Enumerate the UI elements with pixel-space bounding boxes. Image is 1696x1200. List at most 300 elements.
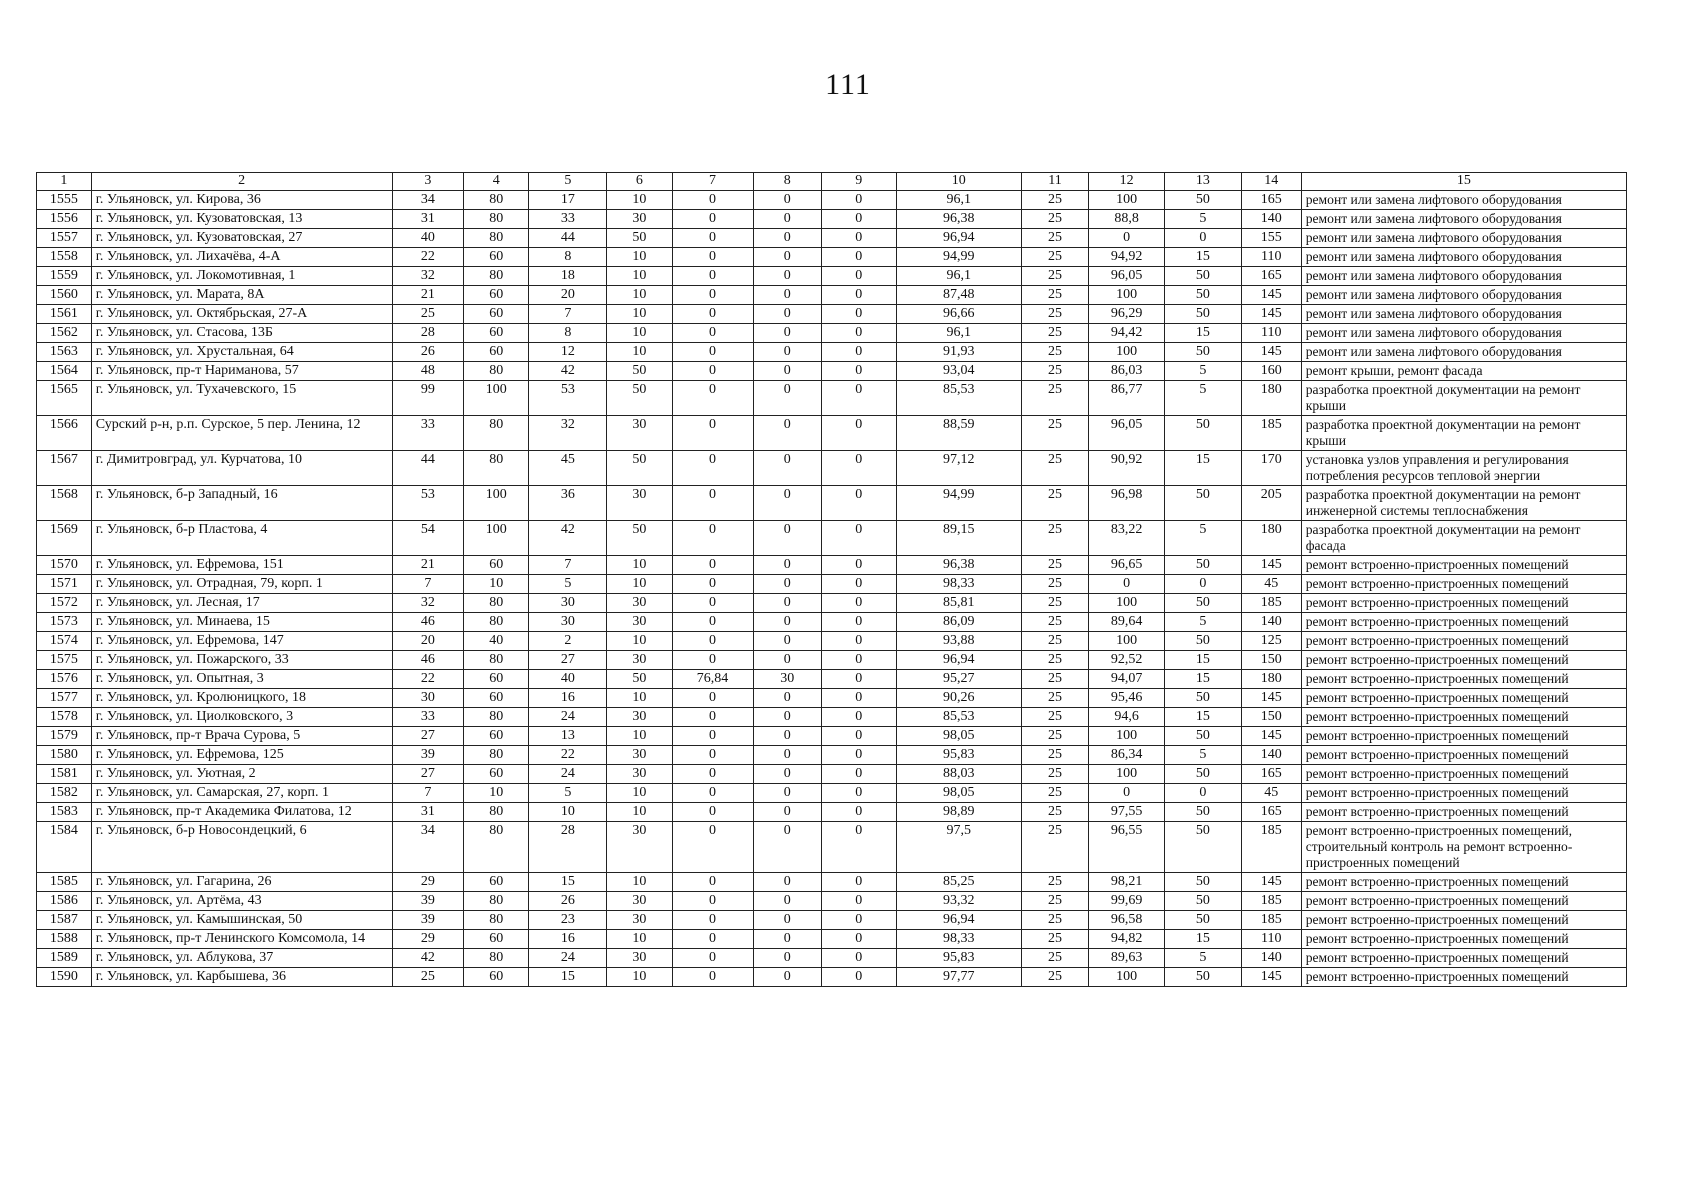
row-number-cell: 1575 — [37, 651, 92, 670]
value-cell: 30 — [607, 594, 672, 613]
value-cell: 94,42 — [1089, 324, 1165, 343]
value-cell: 10 — [607, 632, 672, 651]
value-cell: 125 — [1241, 632, 1301, 651]
value-cell: 0 — [672, 765, 753, 784]
value-cell: 8 — [529, 324, 607, 343]
value-cell: 0 — [672, 521, 753, 556]
value-cell: 44 — [392, 451, 464, 486]
value-cell: 0 — [821, 191, 896, 210]
value-cell: 24 — [529, 708, 607, 727]
value-cell: 25 — [1021, 575, 1088, 594]
value-cell: 0 — [821, 267, 896, 286]
value-cell: 0 — [753, 451, 821, 486]
table-row — [37, 594, 1627, 613]
value-cell: 10 — [607, 324, 672, 343]
value-cell: 44 — [529, 229, 607, 248]
value-cell: 0 — [672, 689, 753, 708]
value-cell: 0 — [821, 822, 896, 873]
value-cell: 0 — [753, 803, 821, 822]
value-cell: 26 — [392, 343, 464, 362]
value-cell: 0 — [753, 362, 821, 381]
work-type-cell: ремонт или замена лифтового оборудования — [1301, 229, 1626, 248]
value-cell: 0 — [672, 575, 753, 594]
value-cell: 10 — [607, 689, 672, 708]
value-cell: 0 — [672, 343, 753, 362]
value-cell: 0 — [753, 267, 821, 286]
value-cell: 21 — [392, 556, 464, 575]
value-cell: 50 — [607, 381, 672, 416]
value-cell: 10 — [607, 305, 672, 324]
row-number-cell: 1558 — [37, 248, 92, 267]
value-cell: 86,77 — [1089, 381, 1165, 416]
value-cell: 0 — [753, 689, 821, 708]
row-number-cell: 1572 — [37, 594, 92, 613]
value-cell: 180 — [1241, 670, 1301, 689]
value-cell: 42 — [529, 362, 607, 381]
table-row — [37, 911, 1627, 930]
value-cell: 85,81 — [896, 594, 1021, 613]
value-cell: 0 — [753, 575, 821, 594]
value-cell: 15 — [1164, 324, 1241, 343]
value-cell: 0 — [672, 930, 753, 949]
table-row — [37, 968, 1627, 987]
work-type-cell: ремонт встроенно-пристроенных помещений — [1301, 746, 1626, 765]
value-cell: 29 — [392, 930, 464, 949]
value-cell: 10 — [607, 803, 672, 822]
work-type-cell: ремонт встроенно-пристроенных помещений — [1301, 911, 1626, 930]
value-cell: 30 — [607, 651, 672, 670]
value-cell: 0 — [1089, 784, 1165, 803]
value-cell: 0 — [1089, 575, 1165, 594]
value-cell: 185 — [1241, 594, 1301, 613]
value-cell: 96,58 — [1089, 911, 1165, 930]
value-cell: 85,25 — [896, 873, 1021, 892]
value-cell: 0 — [753, 210, 821, 229]
table-row — [37, 416, 1627, 451]
value-cell: 25 — [1021, 416, 1088, 451]
value-cell: 80 — [464, 267, 529, 286]
value-cell: 0 — [753, 229, 821, 248]
value-cell: 45 — [1241, 784, 1301, 803]
work-type-cell: разработка проектной документации на ремонт крыши — [1301, 416, 1626, 451]
value-cell: 50 — [1164, 486, 1241, 521]
value-cell: 145 — [1241, 689, 1301, 708]
value-cell: 0 — [1164, 784, 1241, 803]
value-cell: 50 — [1164, 343, 1241, 362]
value-cell: 15 — [1164, 930, 1241, 949]
value-cell: 80 — [464, 892, 529, 911]
row-number-cell: 1568 — [37, 486, 92, 521]
address-cell: г. Ульяновск, ул. Ефремова, 151 — [91, 556, 392, 575]
value-cell: 26 — [529, 892, 607, 911]
value-cell: 0 — [821, 689, 896, 708]
value-cell: 145 — [1241, 286, 1301, 305]
value-cell: 15 — [529, 968, 607, 987]
row-number-cell: 1556 — [37, 210, 92, 229]
value-cell: 100 — [1089, 632, 1165, 651]
value-cell: 165 — [1241, 267, 1301, 286]
value-cell: 145 — [1241, 968, 1301, 987]
value-cell: 50 — [1164, 556, 1241, 575]
value-cell: 97,77 — [896, 968, 1021, 987]
value-cell: 0 — [753, 343, 821, 362]
address-cell: г. Ульяновск, ул. Самарская, 27, корп. 1 — [91, 784, 392, 803]
apartment-buildings-table — [36, 172, 1627, 987]
value-cell: 0 — [821, 784, 896, 803]
value-cell: 28 — [392, 324, 464, 343]
value-cell: 0 — [672, 892, 753, 911]
value-cell: 27 — [392, 765, 464, 784]
value-cell: 80 — [464, 416, 529, 451]
value-cell: 7 — [392, 575, 464, 594]
value-cell: 100 — [1089, 765, 1165, 784]
value-cell: 10 — [607, 784, 672, 803]
value-cell: 20 — [392, 632, 464, 651]
work-type-cell: ремонт встроенно-пристроенных помещений — [1301, 556, 1626, 575]
value-cell: 140 — [1241, 210, 1301, 229]
value-cell: 170 — [1241, 451, 1301, 486]
value-cell: 25 — [1021, 727, 1088, 746]
address-cell: г. Ульяновск, ул. Тухачевского, 15 — [91, 381, 392, 416]
table-row — [37, 613, 1627, 632]
column-header-5: 5 — [529, 173, 607, 191]
work-type-cell: ремонт или замена лифтового оборудования — [1301, 267, 1626, 286]
value-cell: 25 — [1021, 613, 1088, 632]
value-cell: 0 — [672, 651, 753, 670]
value-cell: 10 — [607, 930, 672, 949]
value-cell: 15 — [1164, 708, 1241, 727]
address-cell: г. Ульяновск, б-р Новосондецкий, 6 — [91, 822, 392, 873]
value-cell: 80 — [464, 746, 529, 765]
value-cell: 0 — [821, 651, 896, 670]
value-cell: 0 — [672, 949, 753, 968]
value-cell: 25 — [1021, 362, 1088, 381]
value-cell: 50 — [1164, 594, 1241, 613]
value-cell: 50 — [607, 362, 672, 381]
address-cell: г. Ульяновск, ул. Гагарина, 26 — [91, 873, 392, 892]
address-cell: г. Ульяновск, ул. Артёма, 43 — [91, 892, 392, 911]
row-number-cell: 1578 — [37, 708, 92, 727]
value-cell: 98,33 — [896, 575, 1021, 594]
value-cell: 25 — [1021, 911, 1088, 930]
value-cell: 145 — [1241, 727, 1301, 746]
value-cell: 22 — [529, 746, 607, 765]
address-cell: г. Ульяновск, ул. Марата, 8А — [91, 286, 392, 305]
work-type-cell: ремонт встроенно-пристроенных помещений — [1301, 594, 1626, 613]
column-header-15: 15 — [1301, 173, 1626, 191]
row-number-cell: 1573 — [37, 613, 92, 632]
work-type-cell: ремонт встроенно-пристроенных помещений — [1301, 689, 1626, 708]
value-cell: 0 — [753, 305, 821, 324]
value-cell: 30 — [607, 486, 672, 521]
value-cell: 165 — [1241, 803, 1301, 822]
value-cell: 31 — [392, 803, 464, 822]
value-cell: 5 — [1164, 746, 1241, 765]
value-cell: 24 — [529, 949, 607, 968]
value-cell: 0 — [821, 416, 896, 451]
value-cell: 96,1 — [896, 267, 1021, 286]
value-cell: 80 — [464, 911, 529, 930]
value-cell: 24 — [529, 765, 607, 784]
value-cell: 88,03 — [896, 765, 1021, 784]
value-cell: 88,8 — [1089, 210, 1165, 229]
address-cell: г. Ульяновск, ул. Лихачёва, 4-А — [91, 248, 392, 267]
page-number: 111 — [825, 68, 871, 101]
address-cell: г. Ульяновск, ул. Опытная, 3 — [91, 670, 392, 689]
value-cell: 5 — [529, 784, 607, 803]
value-cell: 94,99 — [896, 248, 1021, 267]
value-cell: 0 — [1164, 229, 1241, 248]
value-cell: 60 — [464, 305, 529, 324]
value-cell: 5 — [1164, 613, 1241, 632]
value-cell: 100 — [1089, 191, 1165, 210]
row-number-cell: 1585 — [37, 873, 92, 892]
value-cell: 94,82 — [1089, 930, 1165, 949]
value-cell: 0 — [672, 632, 753, 651]
address-cell: г. Ульяновск, ул. Кролюницкого, 18 — [91, 689, 392, 708]
value-cell: 60 — [464, 324, 529, 343]
value-cell: 25 — [1021, 229, 1088, 248]
row-number-cell: 1567 — [37, 451, 92, 486]
table-row — [37, 784, 1627, 803]
address-cell: г. Ульяновск, ул. Кузоватовская, 13 — [91, 210, 392, 229]
work-type-cell: ремонт или замена лифтового оборудования — [1301, 248, 1626, 267]
value-cell: 97,55 — [1089, 803, 1165, 822]
value-cell: 0 — [821, 949, 896, 968]
value-cell: 50 — [1164, 305, 1241, 324]
value-cell: 0 — [821, 968, 896, 987]
row-number-cell: 1588 — [37, 930, 92, 949]
value-cell: 45 — [1241, 575, 1301, 594]
row-number-cell: 1559 — [37, 267, 92, 286]
row-number-cell: 1555 — [37, 191, 92, 210]
value-cell: 15 — [1164, 670, 1241, 689]
value-cell: 7 — [529, 305, 607, 324]
row-number-cell: 1561 — [37, 305, 92, 324]
address-cell: г. Ульяновск, ул. Ефремова, 147 — [91, 632, 392, 651]
value-cell: 145 — [1241, 556, 1301, 575]
table-row — [37, 708, 1627, 727]
work-type-cell: ремонт крыши, ремонт фасада — [1301, 362, 1626, 381]
row-number-cell: 1581 — [37, 765, 92, 784]
table-row — [37, 632, 1627, 651]
value-cell: 22 — [392, 248, 464, 267]
value-cell: 180 — [1241, 381, 1301, 416]
value-cell: 45 — [529, 451, 607, 486]
value-cell: 10 — [464, 784, 529, 803]
value-cell: 185 — [1241, 911, 1301, 930]
value-cell: 83,22 — [1089, 521, 1165, 556]
table-row — [37, 765, 1627, 784]
value-cell: 97,5 — [896, 822, 1021, 873]
value-cell: 0 — [1089, 229, 1165, 248]
value-cell: 96,66 — [896, 305, 1021, 324]
value-cell: 10 — [607, 343, 672, 362]
value-cell: 150 — [1241, 708, 1301, 727]
value-cell: 50 — [1164, 968, 1241, 987]
value-cell: 10 — [607, 727, 672, 746]
value-cell: 95,83 — [896, 746, 1021, 765]
work-type-cell: ремонт встроенно-пристроенных помещений, строительный контроль на ремонт встроенно-пристроенных помещений — [1301, 822, 1626, 873]
value-cell: 8 — [529, 248, 607, 267]
value-cell: 0 — [821, 930, 896, 949]
address-cell: Сурский р-н, р.п. Сурское, 5 пер. Ленина, 12 — [91, 416, 392, 451]
value-cell: 0 — [821, 286, 896, 305]
value-cell: 0 — [672, 968, 753, 987]
value-cell: 30 — [529, 613, 607, 632]
value-cell: 50 — [1164, 803, 1241, 822]
value-cell: 0 — [753, 556, 821, 575]
value-cell: 0 — [753, 765, 821, 784]
value-cell: 145 — [1241, 873, 1301, 892]
value-cell: 0 — [821, 708, 896, 727]
value-cell: 46 — [392, 613, 464, 632]
work-type-cell: ремонт встроенно-пристроенных помещений — [1301, 651, 1626, 670]
table-row — [37, 324, 1627, 343]
value-cell: 15 — [529, 873, 607, 892]
address-cell: г. Ульяновск, ул. Лесная, 17 — [91, 594, 392, 613]
value-cell: 96,94 — [896, 229, 1021, 248]
value-cell: 96,94 — [896, 651, 1021, 670]
value-cell: 80 — [464, 708, 529, 727]
table-row — [37, 746, 1627, 765]
column-header-9: 9 — [821, 173, 896, 191]
value-cell: 0 — [821, 873, 896, 892]
value-cell: 0 — [753, 521, 821, 556]
value-cell: 60 — [464, 689, 529, 708]
value-cell: 33 — [392, 416, 464, 451]
value-cell: 34 — [392, 191, 464, 210]
column-header-3: 3 — [392, 173, 464, 191]
value-cell: 0 — [672, 708, 753, 727]
value-cell: 0 — [672, 727, 753, 746]
value-cell: 50 — [1164, 911, 1241, 930]
value-cell: 85,53 — [896, 708, 1021, 727]
value-cell: 0 — [821, 670, 896, 689]
value-cell: 23 — [529, 911, 607, 930]
value-cell: 0 — [672, 594, 753, 613]
value-cell: 25 — [1021, 708, 1088, 727]
value-cell: 0 — [672, 191, 753, 210]
value-cell: 5 — [1164, 381, 1241, 416]
value-cell: 32 — [392, 594, 464, 613]
address-cell: г. Ульяновск, ул. Аблукова, 37 — [91, 949, 392, 968]
value-cell: 155 — [1241, 229, 1301, 248]
value-cell: 25 — [1021, 949, 1088, 968]
address-cell: г. Ульяновск, б-р Пластова, 4 — [91, 521, 392, 556]
value-cell: 30 — [753, 670, 821, 689]
value-cell: 0 — [821, 362, 896, 381]
value-cell: 50 — [1164, 873, 1241, 892]
value-cell: 25 — [1021, 486, 1088, 521]
table-row — [37, 286, 1627, 305]
value-cell: 0 — [821, 381, 896, 416]
value-cell: 25 — [1021, 784, 1088, 803]
address-cell: г. Ульяновск, ул. Стасова, 13Б — [91, 324, 392, 343]
value-cell: 40 — [392, 229, 464, 248]
value-cell: 40 — [529, 670, 607, 689]
value-cell: 0 — [672, 873, 753, 892]
value-cell: 0 — [821, 486, 896, 521]
value-cell: 50 — [1164, 727, 1241, 746]
value-cell: 32 — [392, 267, 464, 286]
value-cell: 95,46 — [1089, 689, 1165, 708]
value-cell: 10 — [464, 575, 529, 594]
value-cell: 42 — [392, 949, 464, 968]
value-cell: 0 — [753, 708, 821, 727]
value-cell: 96,29 — [1089, 305, 1165, 324]
value-cell: 99 — [392, 381, 464, 416]
value-cell: 99,69 — [1089, 892, 1165, 911]
value-cell: 30 — [392, 689, 464, 708]
value-cell: 0 — [753, 381, 821, 416]
value-cell: 98,89 — [896, 803, 1021, 822]
value-cell: 0 — [753, 949, 821, 968]
address-cell: г. Ульяновск, ул. Хрустальная, 64 — [91, 343, 392, 362]
table-row — [37, 803, 1627, 822]
value-cell: 12 — [529, 343, 607, 362]
column-header-10: 10 — [896, 173, 1021, 191]
value-cell: 15 — [1164, 248, 1241, 267]
value-cell: 50 — [607, 451, 672, 486]
value-cell: 50 — [607, 670, 672, 689]
value-cell: 13 — [529, 727, 607, 746]
address-cell: г. Ульяновск, ул. Карбышева, 36 — [91, 968, 392, 987]
value-cell: 0 — [753, 486, 821, 521]
value-cell: 96,05 — [1089, 267, 1165, 286]
row-number-cell: 1566 — [37, 416, 92, 451]
value-cell: 88,59 — [896, 416, 1021, 451]
value-cell: 25 — [1021, 191, 1088, 210]
value-cell: 0 — [821, 727, 896, 746]
value-cell: 25 — [1021, 451, 1088, 486]
address-cell: г. Ульяновск, ул. Локомотивная, 1 — [91, 267, 392, 286]
value-cell: 93,32 — [896, 892, 1021, 911]
value-cell: 80 — [464, 451, 529, 486]
address-cell: г. Ульяновск, б-р Западный, 16 — [91, 486, 392, 521]
value-cell: 86,34 — [1089, 746, 1165, 765]
value-cell: 110 — [1241, 930, 1301, 949]
value-cell: 140 — [1241, 613, 1301, 632]
value-cell: 39 — [392, 746, 464, 765]
value-cell: 0 — [821, 613, 896, 632]
value-cell: 31 — [392, 210, 464, 229]
column-header-12: 12 — [1089, 173, 1165, 191]
table-row — [37, 822, 1627, 873]
value-cell: 50 — [1164, 267, 1241, 286]
value-cell: 29 — [392, 873, 464, 892]
value-cell: 33 — [529, 210, 607, 229]
value-cell: 100 — [1089, 343, 1165, 362]
value-cell: 60 — [464, 930, 529, 949]
value-cell: 54 — [392, 521, 464, 556]
row-number-cell: 1563 — [37, 343, 92, 362]
value-cell: 140 — [1241, 746, 1301, 765]
work-type-cell: ремонт или замена лифтового оборудования — [1301, 191, 1626, 210]
value-cell: 0 — [753, 191, 821, 210]
value-cell: 89,15 — [896, 521, 1021, 556]
value-cell: 16 — [529, 930, 607, 949]
value-cell: 0 — [821, 632, 896, 651]
value-cell: 165 — [1241, 765, 1301, 784]
value-cell: 0 — [753, 911, 821, 930]
work-type-cell: разработка проектной документации на ремонт фасада — [1301, 521, 1626, 556]
row-number-cell: 1584 — [37, 822, 92, 873]
row-number-cell: 1590 — [37, 968, 92, 987]
address-cell: г. Ульяновск, ул. Ефремова, 125 — [91, 746, 392, 765]
value-cell: 0 — [672, 451, 753, 486]
table-row — [37, 521, 1627, 556]
